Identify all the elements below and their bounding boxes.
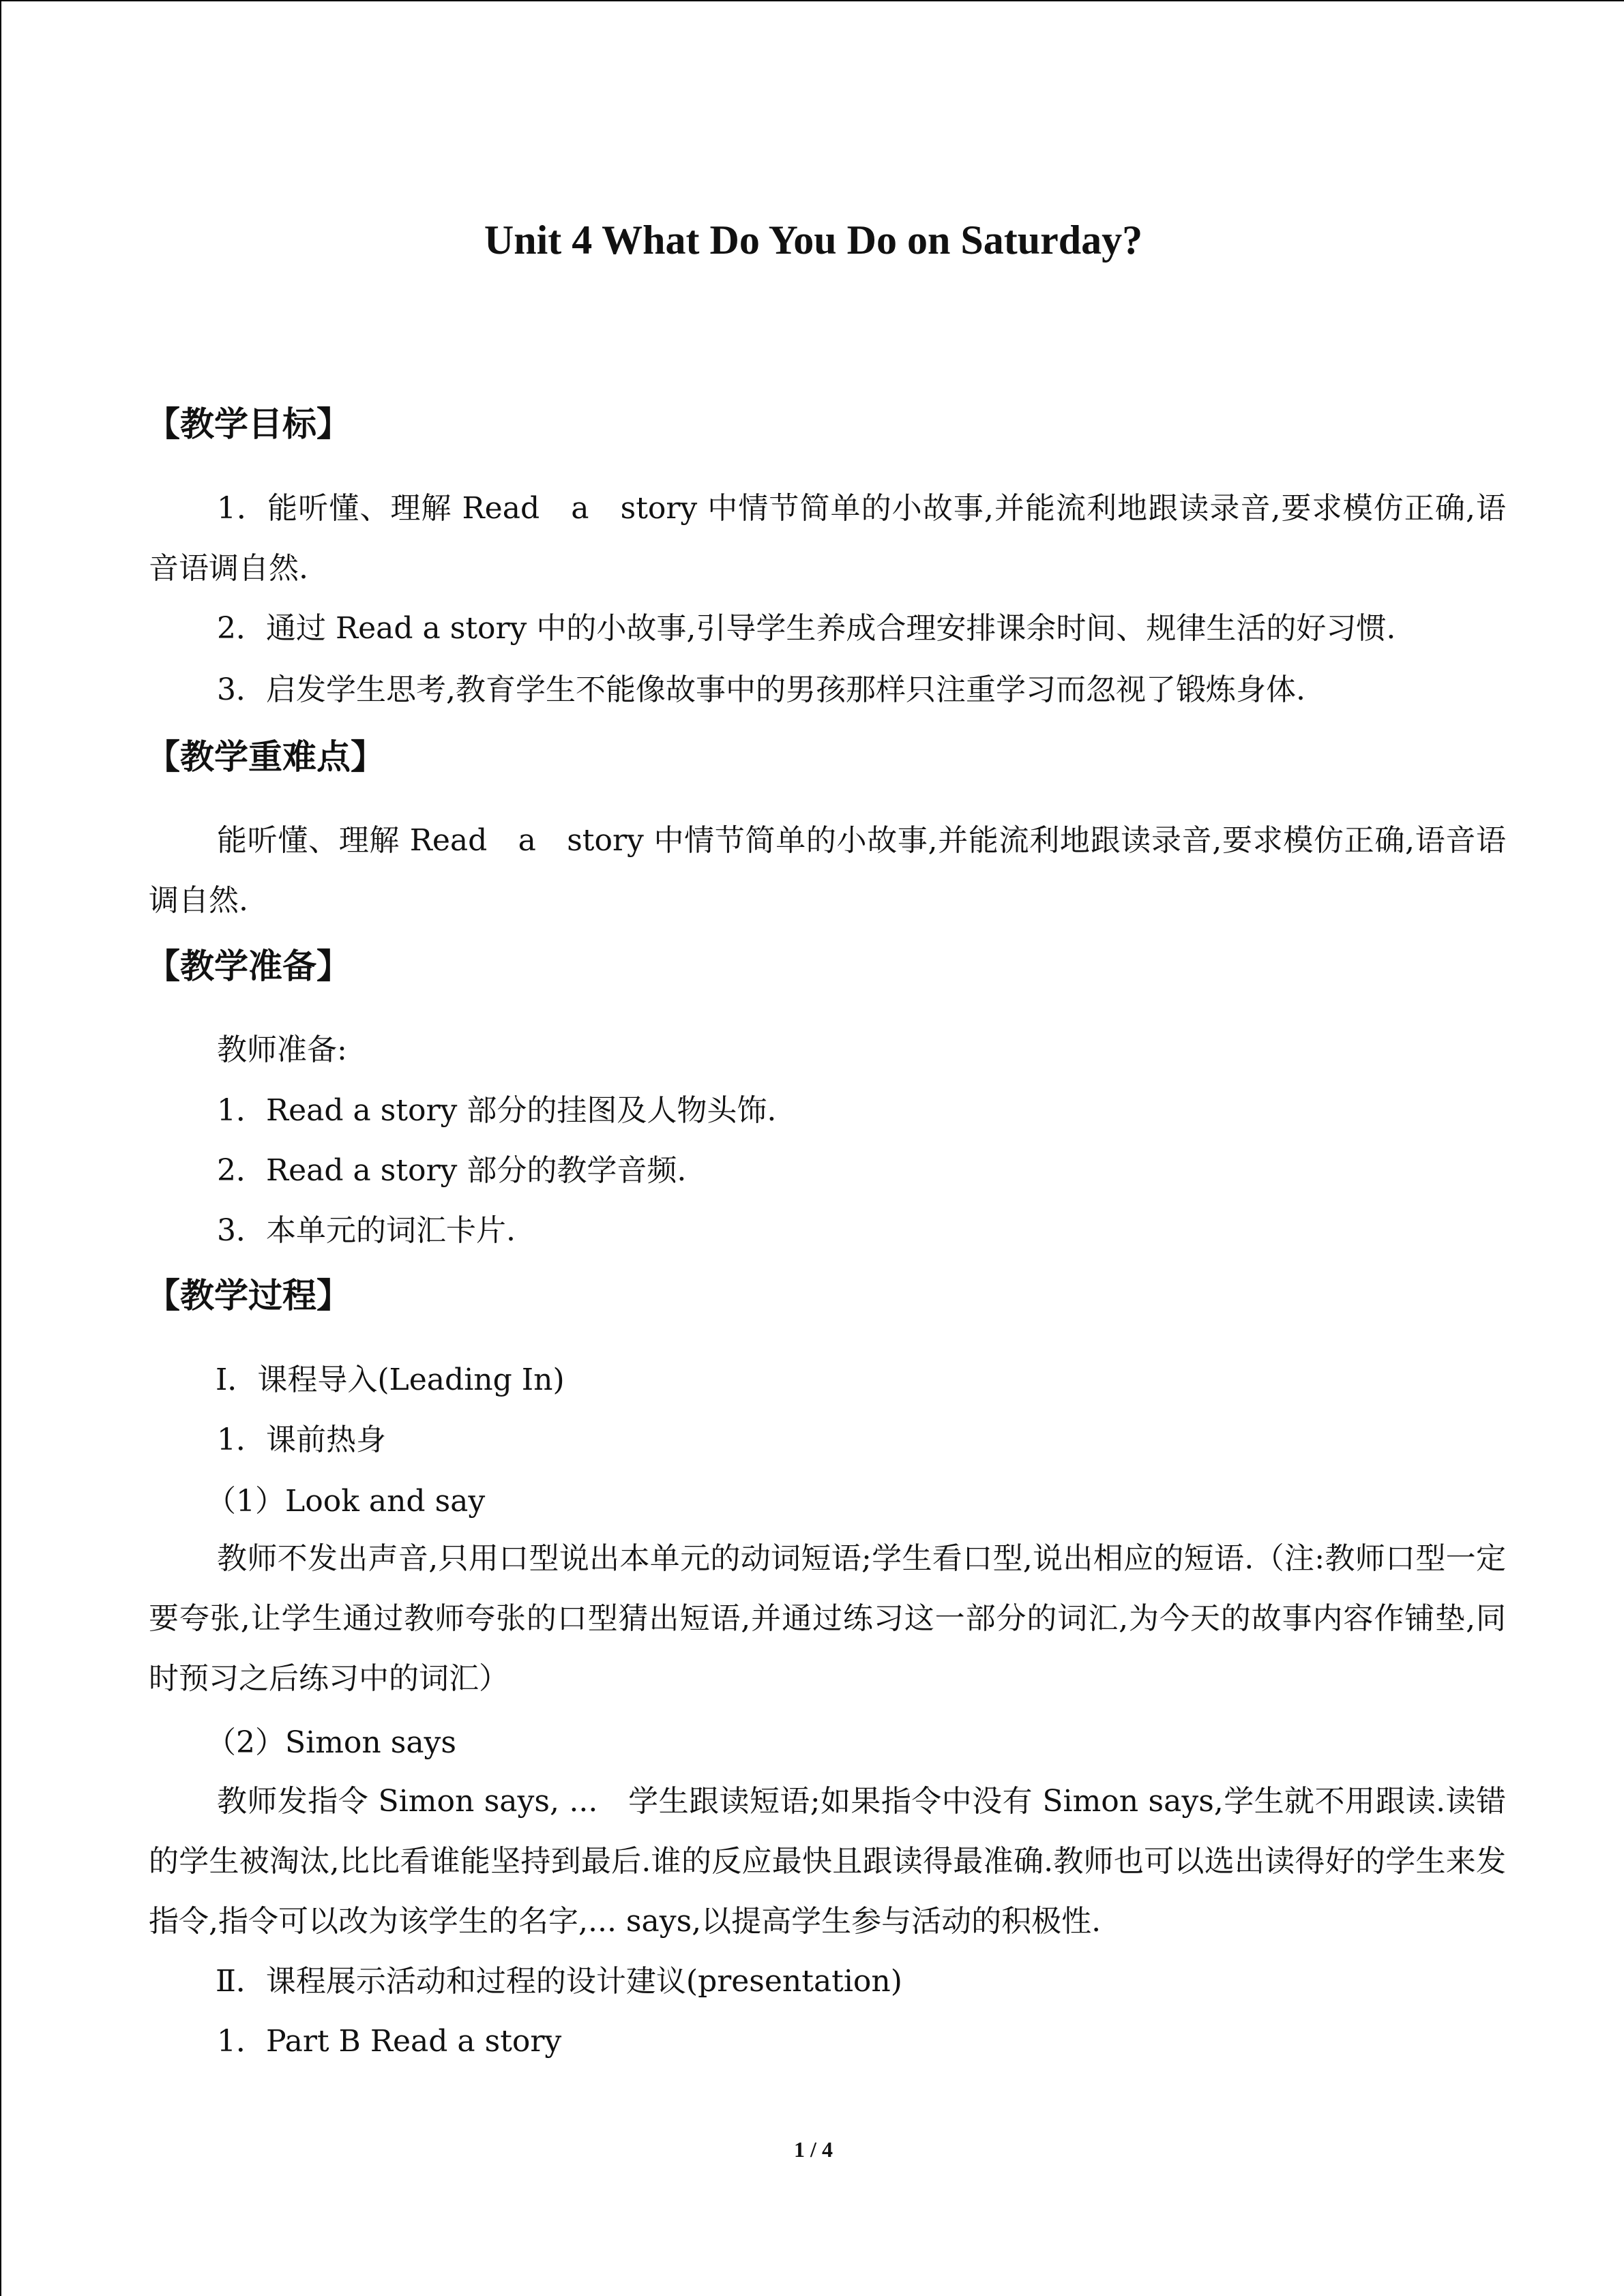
objective-item-1: 1．能听懂、理解 Read a story 中情节简单的小故事,并能流利地跟读录音,要求模仿正确,语音语调自然. bbox=[149, 491, 1506, 586]
document-title: Unit 4 What Do You Do on Saturday? bbox=[484, 218, 1143, 263]
preparation-item-2: 2．Read a story 部分的教学音频. bbox=[217, 1153, 687, 1188]
activity1-text: 教师不发出声音,只用口型说出本单元的动词短语;学生看口型,说出相应的短语.（注:教师口型一定要夸张,让学生通过教师夸张的口型猜出短语,并通过练习这一部分的词汇,为今天的故事内容作铺垫,同时预习之后练习中的词汇） bbox=[149, 1541, 1506, 1696]
page-number: 1 / 4 bbox=[794, 2137, 833, 2162]
preparation-item-3: 3．本单元的词汇卡片. bbox=[217, 1213, 516, 1248]
heading-objectives: 【教学目标】 bbox=[146, 404, 351, 444]
preparation-item-1: 1．Read a story 部分的挂图及人物头饰. bbox=[217, 1093, 777, 1128]
heading-preparation: 【教学准备】 bbox=[146, 946, 351, 986]
preparation-intro: 教师准备: bbox=[217, 1032, 347, 1067]
process-part2-title: Ⅱ．课程展示活动和过程的设计建议(presentation) bbox=[216, 1964, 902, 1999]
activity2-title: （2）Simon says bbox=[206, 1725, 456, 1760]
process-part1-title: Ⅰ．课程导入(Leading In) bbox=[216, 1362, 565, 1397]
key-points-text: 能听懂、理解 Read a story 中情节简单的小故事,并能流利地跟读录音,要求模仿正确,语音语调自然. bbox=[149, 823, 1506, 918]
heading-key-points: 【教学重难点】 bbox=[146, 737, 385, 777]
heading-process: 【教学过程】 bbox=[146, 1276, 351, 1315]
objective-item-3: 3．启发学生思考,教育学生不能像故事中的男孩那样只注重学习而忽视了锻炼身体. bbox=[217, 672, 1305, 707]
activity2-text: 教师发指令 Simon says, ... 学生跟读短语;如果指令中没有 Simon says,学生就不用跟读.读错的学生被淘汰,比比看谁能坚持到最后.谁的反应最快且跟读得最准确.教师也可以选出读得好的学生来发指令,指令可以改为该学生的名字,... says,以提高学生参与活动的积极性. bbox=[149, 1784, 1506, 1939]
process-warmup-title: 1．课前热身 bbox=[217, 1422, 386, 1457]
process-part2-item1: 1．Part B Read a story bbox=[217, 2024, 562, 2059]
activity1-title: （1）Look and say bbox=[206, 1484, 486, 1519]
objective-item-2: 2．通过 Read a story 中的小故事,引导学生养成合理安排课余时间、规律生活的好习惯. bbox=[217, 611, 1396, 646]
